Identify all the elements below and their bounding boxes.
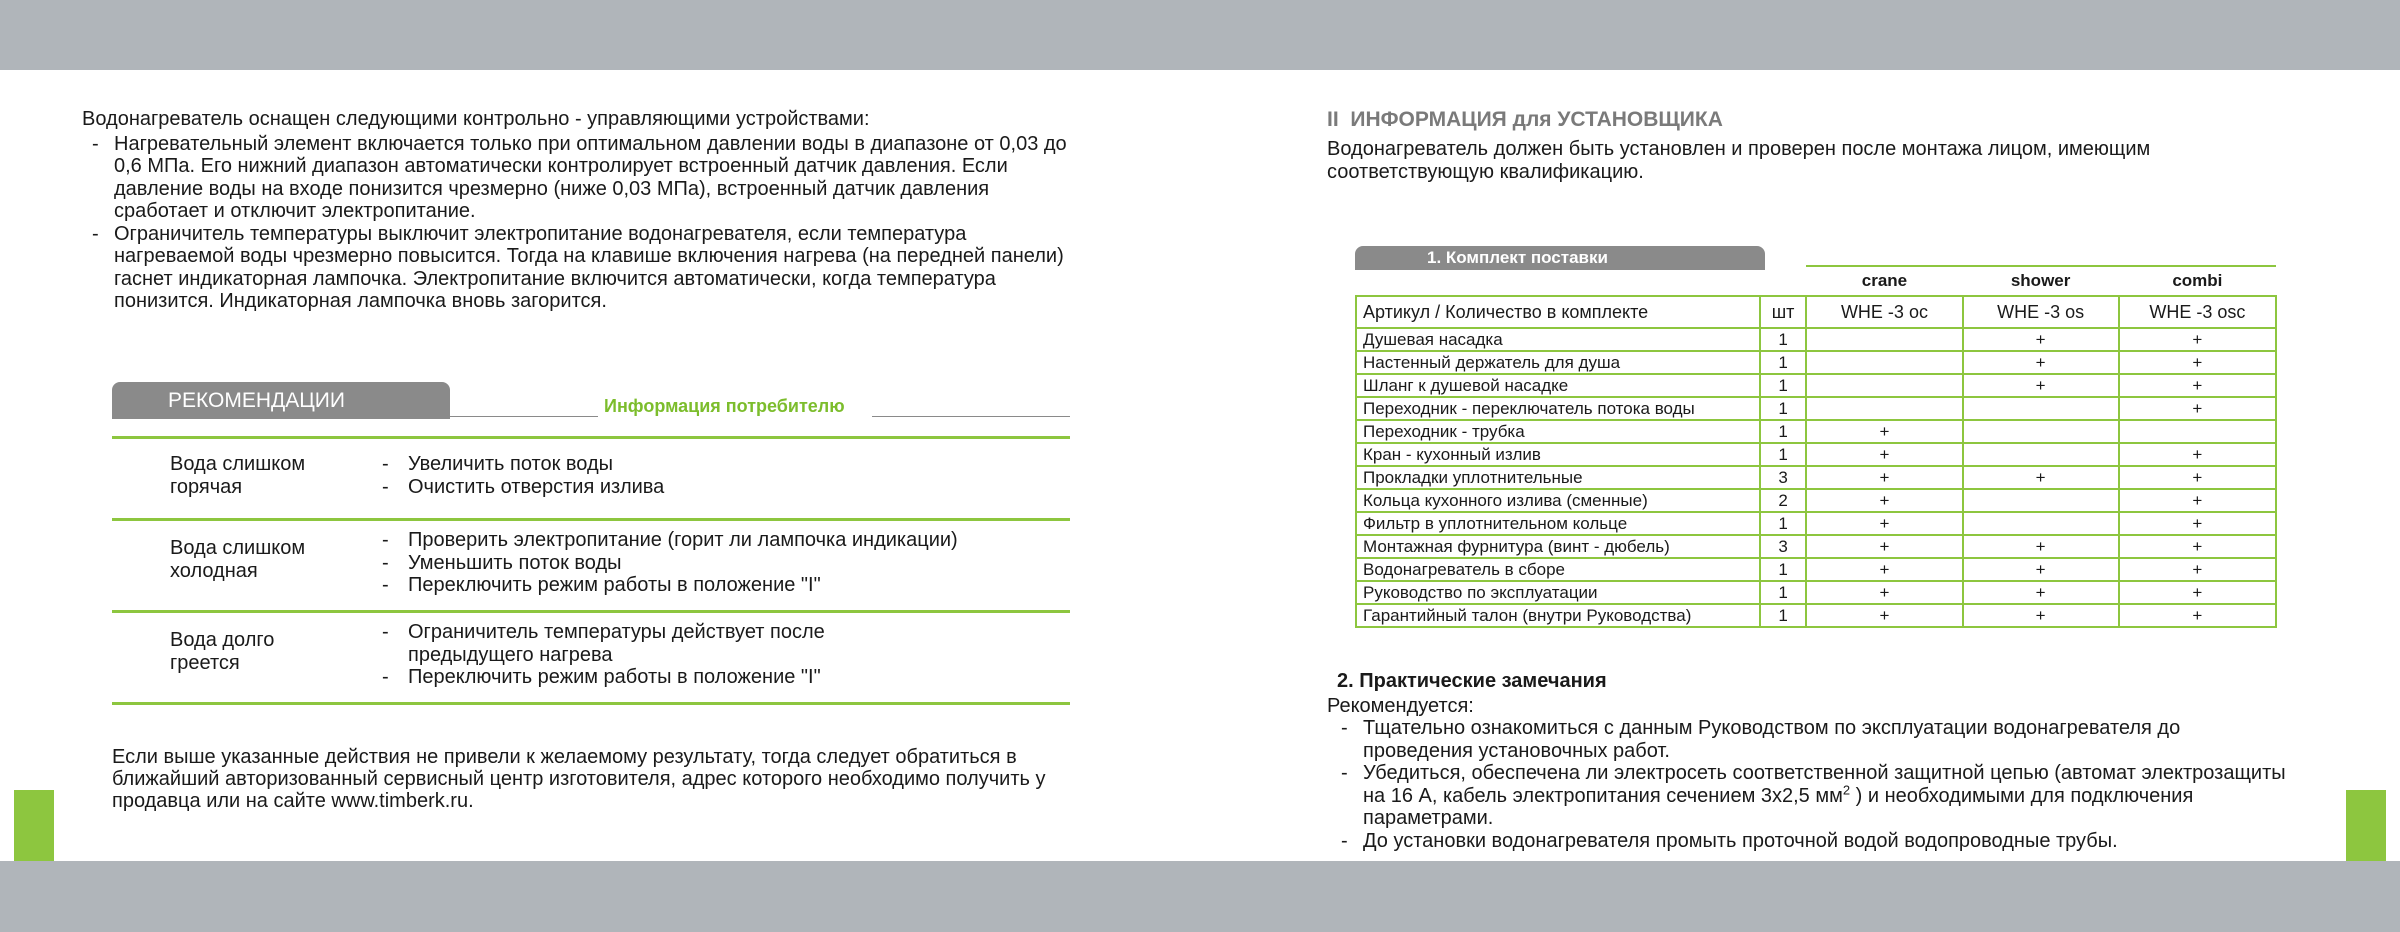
- service-note: Если выше указанные действия не привели к желаемому результату, тогда следует обратиться в ближайший авторизованный сервисный центр изготовителя, адрес которого необходимо получить у продавца или на сайте www.timberk.ru.: [112, 746, 1046, 812]
- table-row: Гарантийный талон (внутри Руководства) 1 + + +: [1356, 604, 2276, 627]
- page-tab-right: [2346, 790, 2386, 861]
- problem-cell: Вода долго греется: [170, 629, 275, 674]
- notes-title: 2. Практические замечания: [1337, 670, 1607, 692]
- actions-cell: [112, 453, 1070, 518]
- kit-table: [1355, 265, 2277, 628]
- divider: [450, 416, 598, 417]
- table-row: Руководство по эксплуатации 1 + + +: [1356, 581, 2276, 604]
- list-item: - Увеличить поток воды: [382, 453, 614, 475]
- table-row: Фильтр в уплотнительном кольце 1 + +: [1356, 512, 2276, 535]
- problem-cell: Вода слишком горячая: [170, 453, 306, 498]
- table-row: Монтажная фурнитура (винт - дюбель) 3 + + +: [1356, 535, 2276, 558]
- top-band: [0, 0, 2400, 70]
- right-page: [1327, 108, 2286, 852]
- col-header-shower: shower: [1963, 266, 2119, 296]
- kit-title: 1. Комплект поставки: [1355, 246, 1765, 270]
- section-title: II ИНФОРМАЦИЯ для УСТАНОВЩИКА: [1327, 108, 1723, 131]
- list-item: - Переключить режим работы в положение "I": [382, 666, 821, 688]
- bottom-band: [0, 861, 2400, 932]
- list-item: - Нагревательный элемент включается только при оптимальном давлении воды в диапазоне от 0,03 до 0,6 МПа. Его нижний диапазон автоматически контролирует встроенный датчик давления. Если давление воды на входе понизится чрезмерно (ниже 0,03 МПа), встроенный датчик давления сработает и отключит электропитание.: [92, 132, 1067, 222]
- controls-intro: Водонагреватель оснащен следующими контрольно - управляющими устройствами:: [82, 108, 870, 130]
- list-item: - Ограничитель температуры выключит электропитание водонагревателя, если температура нагреваемой воды чрезмерно повысится. Тогда на клавише включения нагрева (на передней панели) гаснет индикаторная лампочка. Электропитание включится автоматически, когда температура понизится. Индикаторная лампочка вновь загорится.: [92, 222, 1064, 312]
- section-intro: Водонагреватель должен быть установлен и проверен после монтажа лицом, имеющим соответствующую квалификацию.: [1327, 138, 2151, 183]
- problem-cell: Вода слишком холодная: [170, 537, 306, 582]
- list-item: - Ограничитель температуры действует после предыдущего нагрева: [382, 621, 825, 666]
- list-item: - До установки водонагревателя промыть проточной водой водопроводные трубы.: [1341, 829, 2118, 852]
- col-header-combi: combi: [2119, 266, 2276, 296]
- recommendations-title: РЕКОМЕНДАЦИИ: [112, 382, 450, 419]
- table-row: Переходник - трубка 1 +: [1356, 420, 2276, 443]
- table-row: Водонагреватель в сборе 1 + + +: [1356, 558, 2276, 581]
- divider: [872, 416, 1070, 417]
- table-row: [112, 439, 1070, 521]
- list-item: - Тщательно ознакомиться с данным Руководством по эксплуатации водонагревателя до проведения установочных работ.: [1341, 717, 2181, 762]
- left-page: [82, 108, 1072, 313]
- table-row: Кран - кухонный излив 1 + +: [1356, 443, 2276, 466]
- actions-cell: [112, 621, 1070, 702]
- list-item: - Уменьшить поток воды: [382, 551, 622, 574]
- recommendations-header: [112, 382, 1070, 420]
- recommendations-block: [112, 382, 1070, 688]
- practical-notes: [1327, 670, 2287, 852]
- list-item: - Убедиться, обеспечена ли электросеть соответственной защитной цепью (автомат электрозащиты на 16 А, кабель электропитания сечением 3х2,5 $мм^2$ ) и необходимыми для подключения параметрами.: [1341, 762, 2286, 829]
- table-row: Кольца кухонного излива (сменные) 2 + +: [1356, 489, 2276, 512]
- recommendations-table: [112, 436, 1070, 705]
- table-row: Артикул / Количество в комплекте шт WHE -3 oc WHE -3 os WHE -3 osc: [1356, 296, 2276, 328]
- table-row: [112, 613, 1070, 705]
- list-item: - Переключить режим работы в положение "I": [382, 574, 821, 596]
- actions-cell: [112, 529, 1070, 610]
- table-row: Душевая насадка 1 + +: [1356, 328, 2276, 351]
- consumer-info-label: Информация потребителю: [604, 396, 845, 416]
- list-item: - Проверить электропитание (горит ли лампочка индикации): [382, 529, 958, 551]
- notes-intro: Рекомендуется:: [1327, 694, 1474, 717]
- page-tab-left: [14, 790, 54, 861]
- table-header-row: [1356, 266, 2276, 296]
- table-row: Переходник - переключатель потока воды 1 +: [1356, 397, 2276, 420]
- table-row: Шланг к душевой насадке 1 + +: [1356, 374, 2276, 397]
- col-header-crane: crane: [1806, 266, 1962, 296]
- table-row: [112, 521, 1070, 613]
- manual-spread: [0, 70, 2400, 861]
- list-item: - Очистить отверстия излива: [382, 475, 665, 498]
- table-row: Настенный держатель для душа 1 + +: [1356, 351, 2276, 374]
- table-row: Прокладки уплотнительные 3 + + +: [1356, 466, 2276, 489]
